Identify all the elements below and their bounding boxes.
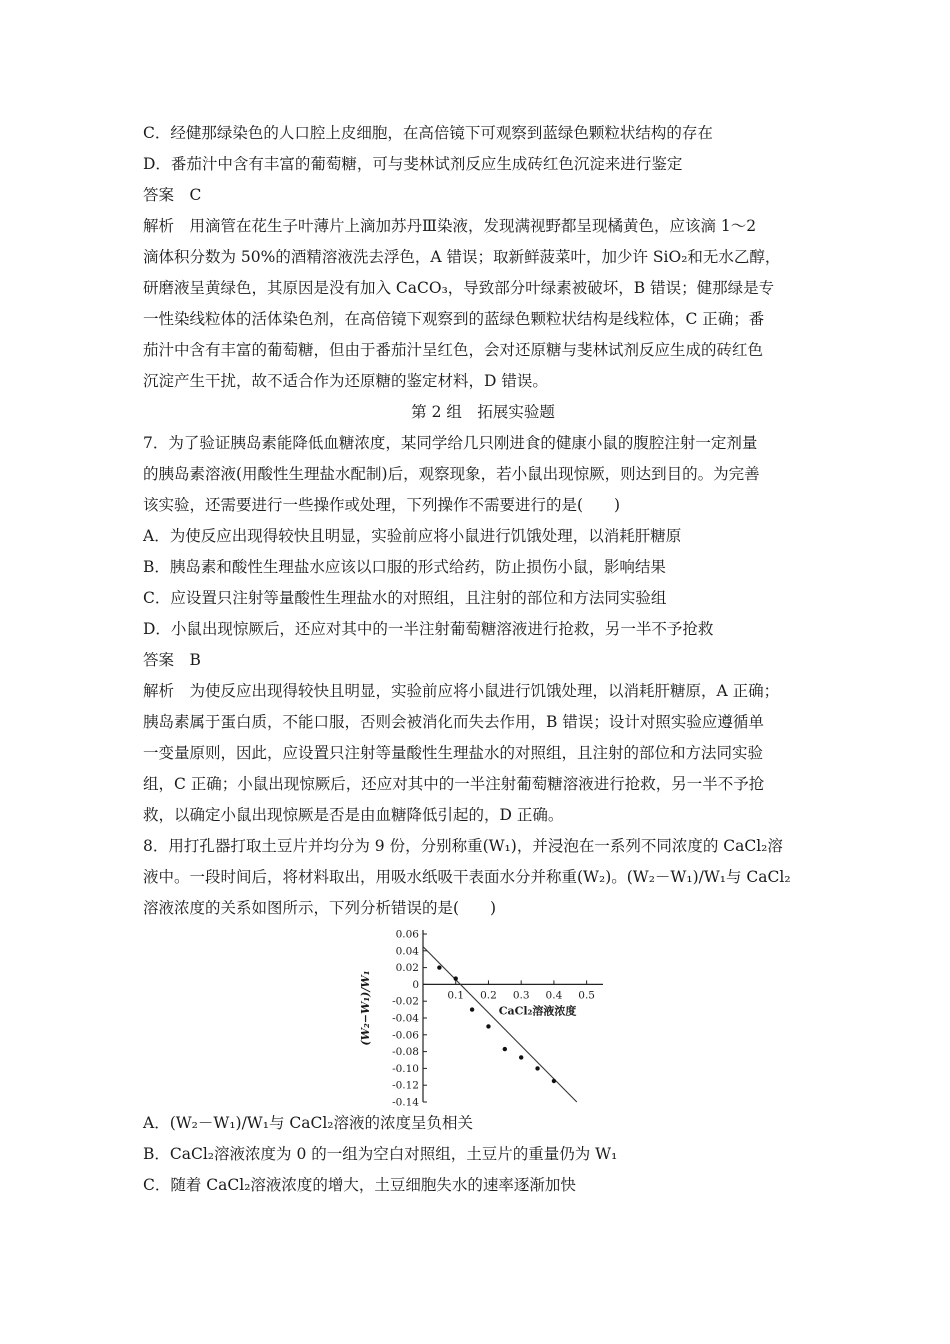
data-point: [486, 1024, 490, 1028]
y-tick-label: -0.02: [392, 995, 419, 1008]
data-point: [519, 1055, 523, 1059]
y-tick-label: 0.04: [395, 945, 419, 958]
x-tick-label: 0.2: [480, 989, 497, 1002]
text-line: 研磨液呈黄绿色，其原因是没有加入 CaCO₃，导致部分叶绿素被破坏，B 错误；健那绿是专: [143, 279, 775, 297]
option-a: A．为使反应出现得较快且明显，实验前应将小鼠进行饥饿处理，以消耗肝糖原: [143, 527, 682, 545]
x-axis-label: CaCl₂溶液浓度: [498, 1004, 577, 1018]
answer-line: 答案 C: [143, 186, 202, 204]
scatter-chart: [353, 926, 623, 1108]
y-tick-label: -0.06: [392, 1029, 419, 1042]
option-c: C．应设置只注射等量酸性生理盐水的对照组，且注射的部位和方法同实验组: [143, 589, 667, 607]
text-line: 解析 用滴管在花生子叶薄片上滴加苏丹Ⅲ染液，发现满视野都呈现橘黄色，应该滴 1～2: [143, 217, 757, 235]
option-c: C．随着 CaCl₂溶液浓度的增大，土豆细胞失水的速率逐渐加快: [143, 1176, 576, 1194]
analysis-line: 救，以确定小鼠出现惊厥是否是由血糖降低引起的，D 正确。: [143, 806, 564, 824]
question-7-line: 7．为了验证胰岛素能降低血糖浓度，某同学给几只刚进食的健康小鼠的腹腔注射一定剂量: [143, 434, 758, 452]
option-d: D．小鼠出现惊厥后，还应对其中的一半注射葡萄糖溶液进行抢救，另一半不予抢救: [143, 620, 714, 638]
y-tick-label: -0.04: [392, 1012, 419, 1025]
y-tick-label: -0.14: [392, 1096, 419, 1108]
data-point: [437, 965, 441, 969]
group-heading: 第 2 组 拓展实验题: [411, 403, 555, 421]
chart-svg: [353, 926, 623, 1108]
analysis-line: 胰岛素属于蛋白质，不能口服，否则会被消化而失去作用，B 错误；设计对照实验应遵循单: [143, 713, 764, 731]
question-7-line: 该实验，还需要进行一些操作或处理，下列操作不需要进行的是( ): [143, 496, 621, 514]
y-tick-label: -0.10: [392, 1062, 419, 1075]
trend-line: [423, 947, 577, 1102]
analysis-line: 组，C 正确；小鼠出现惊厥后，还应对其中的一半注射葡萄糖溶液进行抢救，另一半不予抢: [143, 775, 765, 793]
question-7-line: 的胰岛素溶液(用酸性生理盐水配制)后，观察现象，若小鼠出现惊厥，则达到目的。为完善: [143, 465, 760, 483]
question-8-line: 8．用打孔器打取土豆片并均分为 9 份，分别称重(W₁)，并浸泡在一系列不同浓度的 CaCl₂溶: [143, 837, 783, 855]
x-tick-label: 0.5: [578, 989, 595, 1002]
text-line: 一性染线粒体的活体染色剂，在高倍镜下观察到的蓝绿色颗粒状结构是线粒体，C 正确；番: [143, 310, 765, 328]
analysis-line: 一变量原则，因此，应设置只注射等量酸性生理盐水的对照组，且注射的部位和方法同实验: [143, 744, 764, 762]
answer-line: 答案 B: [143, 651, 201, 669]
text-line: 茄汁中含有丰富的葡萄糖，但由于番茄汁呈红色，会对还原糖与斐林试剂反应生成的砖红色: [143, 341, 764, 359]
document-page: [143, 118, 823, 1201]
text-line: D．番茄汁中含有丰富的葡萄糖，可与斐林试剂反应生成砖红色沉淀来进行鉴定: [143, 155, 683, 173]
y-axis-label: (W₂−W₁)/W₁: [359, 970, 372, 1046]
question-8-line: 液中。一段时间后，将材料取出，用吸水纸吸干表面水分并称重(W₂)。(W₂－W₁)/W₁与 CaCl₂: [143, 868, 791, 886]
data-point: [503, 1047, 507, 1051]
y-tick-label: -0.08: [392, 1046, 419, 1059]
y-tick-label: 0.06: [395, 928, 419, 941]
x-tick-label: 0.3: [512, 989, 530, 1002]
data-point: [454, 976, 458, 980]
y-tick-label: 0.02: [395, 962, 419, 975]
text-line: 沉淀产生干扰，故不适合作为还原糖的鉴定材料，D 错误。: [143, 372, 548, 390]
x-tick-label: 0.4: [545, 989, 563, 1002]
y-tick-label: 0: [412, 978, 419, 991]
text-line: C．经健那绿染色的人口腔上皮细胞，在高倍镜下可观察到蓝绿色颗粒状结构的存在: [143, 124, 713, 142]
data-point: [535, 1066, 539, 1070]
y-tick-label: -0.12: [392, 1079, 419, 1092]
data-point: [470, 1007, 474, 1011]
analysis-line: 解析 为使反应出现得较快且明显，实验前应将小鼠进行饥饿处理，以消耗肝糖原，A 正确；: [143, 682, 780, 700]
text-line: 滴体积分数为 50%的酒精溶液洗去浮色，A 错误；取新鲜菠菜叶，加少许 SiO₂和无水乙醇，: [143, 248, 781, 266]
question-8-line: 溶液浓度的关系如图所示，下列分析错误的是( ): [143, 899, 497, 917]
data-point: [552, 1079, 556, 1083]
option-b: B．CaCl₂溶液浓度为 0 的一组为空白对照组，土豆片的重量仍为 W₁: [143, 1145, 618, 1163]
x-tick-label: 0.1: [447, 989, 465, 1002]
option-b: B．胰岛素和酸性生理盐水应该以口服的形式给药，防止损伤小鼠，影响结果: [143, 558, 666, 576]
option-a: A．(W₂－W₁)/W₁与 CaCl₂溶液的浓度呈负相关: [143, 1114, 474, 1132]
